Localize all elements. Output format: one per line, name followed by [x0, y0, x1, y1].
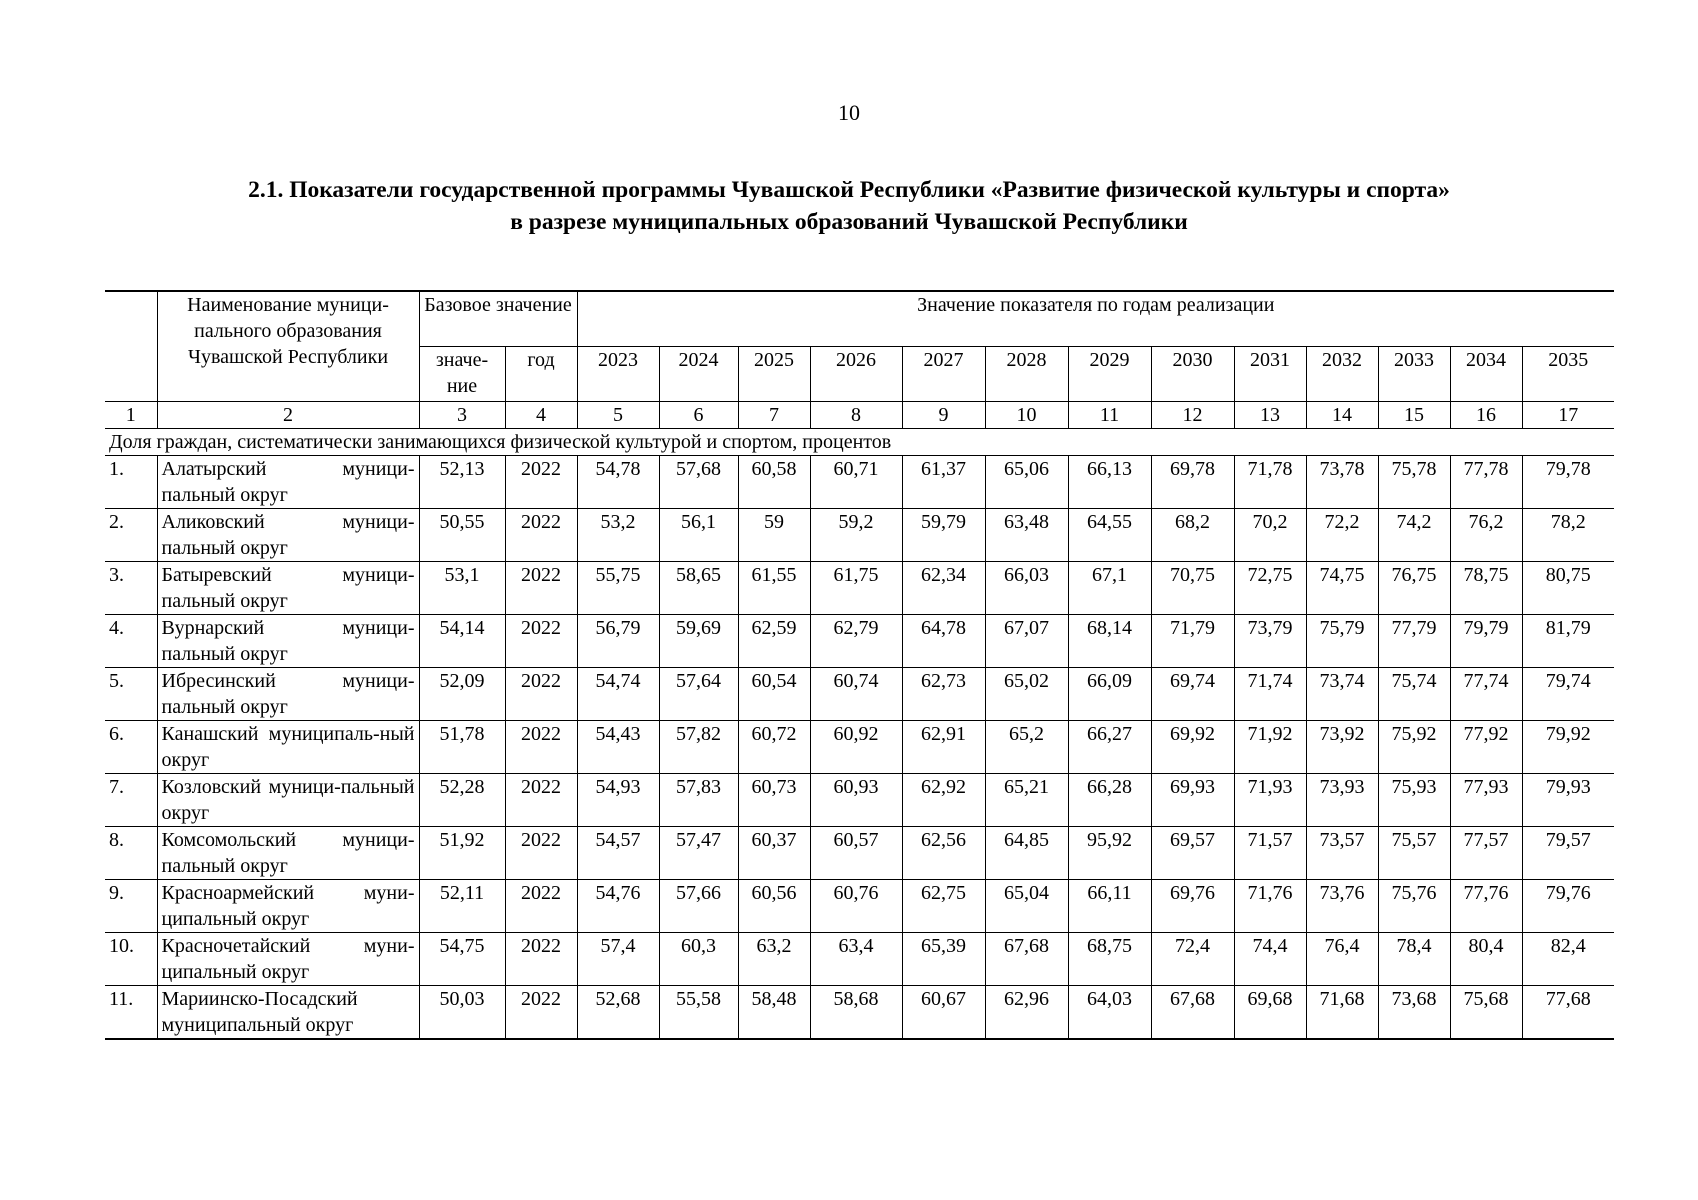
column-number: 9	[902, 402, 985, 429]
year-value: 54,74	[577, 668, 659, 721]
header-year: 2027	[902, 347, 985, 402]
year-value: 55,75	[577, 562, 659, 615]
page-title	[0, 174, 1698, 238]
row-number: 6.	[105, 721, 157, 774]
year-value: 73,76	[1306, 880, 1378, 933]
header-years-group: Значение показателя по годам реализации	[577, 291, 1614, 347]
table-row	[105, 456, 1614, 509]
year-value: 52,68	[577, 986, 659, 1040]
year-value: 63,4	[810, 933, 902, 986]
municipality-name: Ибресинский муници-пальный округ	[157, 668, 419, 721]
year-value: 59,2	[810, 509, 902, 562]
year-value: 73,92	[1306, 721, 1378, 774]
year-value: 57,64	[659, 668, 738, 721]
base-value: 53,1	[419, 562, 505, 615]
year-value: 62,59	[738, 615, 810, 668]
base-year: 2022	[505, 774, 577, 827]
year-value: 69,57	[1151, 827, 1234, 880]
year-value: 73,79	[1234, 615, 1306, 668]
year-value: 59,79	[902, 509, 985, 562]
municipality-name: Вурнарский муници-пальный округ	[157, 615, 419, 668]
year-value: 55,58	[659, 986, 738, 1040]
year-value: 62,92	[902, 774, 985, 827]
table-row	[105, 986, 1614, 1040]
year-value: 57,83	[659, 774, 738, 827]
header-year: 2035	[1522, 347, 1614, 402]
year-value: 69,93	[1151, 774, 1234, 827]
year-value: 66,03	[985, 562, 1068, 615]
year-value: 66,27	[1068, 721, 1151, 774]
column-number: 6	[659, 402, 738, 429]
year-value: 79,57	[1522, 827, 1614, 880]
year-value: 58,48	[738, 986, 810, 1040]
year-value: 71,78	[1234, 456, 1306, 509]
column-number: 12	[1151, 402, 1234, 429]
header-year: 2033	[1378, 347, 1450, 402]
year-value: 59	[738, 509, 810, 562]
base-year: 2022	[505, 933, 577, 986]
year-value: 65,21	[985, 774, 1068, 827]
year-value: 72,75	[1234, 562, 1306, 615]
year-value: 66,11	[1068, 880, 1151, 933]
base-year: 2022	[505, 456, 577, 509]
year-value: 54,57	[577, 827, 659, 880]
year-value: 78,2	[1522, 509, 1614, 562]
row-number: 1.	[105, 456, 157, 509]
year-value: 59,69	[659, 615, 738, 668]
table-row	[105, 880, 1614, 933]
base-year: 2022	[505, 986, 577, 1040]
year-value: 95,92	[1068, 827, 1151, 880]
year-value: 70,2	[1234, 509, 1306, 562]
year-value: 57,47	[659, 827, 738, 880]
year-value: 69,78	[1151, 456, 1234, 509]
table-row	[105, 721, 1614, 774]
base-year: 2022	[505, 615, 577, 668]
year-value: 79,93	[1522, 774, 1614, 827]
year-value: 71,76	[1234, 880, 1306, 933]
column-number: 5	[577, 402, 659, 429]
year-value: 78,4	[1378, 933, 1450, 986]
year-value: 60,74	[810, 668, 902, 721]
year-value: 64,03	[1068, 986, 1151, 1040]
table-row	[105, 933, 1614, 986]
year-value: 81,79	[1522, 615, 1614, 668]
year-value: 54,76	[577, 880, 659, 933]
year-value: 77,68	[1522, 986, 1614, 1040]
year-value: 69,74	[1151, 668, 1234, 721]
year-value: 64,85	[985, 827, 1068, 880]
year-value: 54,93	[577, 774, 659, 827]
year-value: 69,68	[1234, 986, 1306, 1040]
year-value: 82,4	[1522, 933, 1614, 986]
year-value: 60,72	[738, 721, 810, 774]
header-year: 2029	[1068, 347, 1151, 402]
row-number: 2.	[105, 509, 157, 562]
year-value: 79,76	[1522, 880, 1614, 933]
header-base: Базовое значение	[419, 291, 577, 347]
year-value: 77,57	[1450, 827, 1522, 880]
year-value: 75,78	[1378, 456, 1450, 509]
year-value: 70,75	[1151, 562, 1234, 615]
year-value: 68,14	[1068, 615, 1151, 668]
header-year: 2024	[659, 347, 738, 402]
column-number: 13	[1234, 402, 1306, 429]
year-value: 62,96	[985, 986, 1068, 1040]
year-value: 66,13	[1068, 456, 1151, 509]
year-value: 57,82	[659, 721, 738, 774]
base-value: 54,14	[419, 615, 505, 668]
table-row	[105, 509, 1614, 562]
municipality-name: Красноармейский муни-ципальный округ	[157, 880, 419, 933]
column-number: 15	[1378, 402, 1450, 429]
year-value: 67,1	[1068, 562, 1151, 615]
column-number: 17	[1522, 402, 1614, 429]
header-base-value: значе-ние	[419, 347, 505, 402]
header-year: 2023	[577, 347, 659, 402]
base-value: 52,11	[419, 880, 505, 933]
year-value: 60,76	[810, 880, 902, 933]
year-value: 77,74	[1450, 668, 1522, 721]
year-value: 75,74	[1378, 668, 1450, 721]
year-value: 75,68	[1450, 986, 1522, 1040]
year-value: 65,02	[985, 668, 1068, 721]
year-value: 57,66	[659, 880, 738, 933]
page-number: 10	[838, 100, 860, 125]
column-number: 10	[985, 402, 1068, 429]
base-value: 50,55	[419, 509, 505, 562]
header-base-year: год	[505, 347, 577, 402]
year-value: 73,57	[1306, 827, 1378, 880]
year-value: 57,4	[577, 933, 659, 986]
base-value: 52,13	[419, 456, 505, 509]
year-value: 71,92	[1234, 721, 1306, 774]
year-value: 73,68	[1378, 986, 1450, 1040]
column-number: 14	[1306, 402, 1378, 429]
year-value: 60,54	[738, 668, 810, 721]
year-value: 69,92	[1151, 721, 1234, 774]
year-value: 66,28	[1068, 774, 1151, 827]
year-value: 77,78	[1450, 456, 1522, 509]
year-value: 75,79	[1306, 615, 1378, 668]
municipality-name: Батыревский муници-пальный округ	[157, 562, 419, 615]
year-value: 56,79	[577, 615, 659, 668]
base-year: 2022	[505, 668, 577, 721]
year-value: 79,79	[1450, 615, 1522, 668]
year-value: 60,58	[738, 456, 810, 509]
year-value: 54,78	[577, 456, 659, 509]
year-value: 61,75	[810, 562, 902, 615]
year-value: 53,2	[577, 509, 659, 562]
base-value: 50,03	[419, 986, 505, 1040]
year-value: 77,93	[1450, 774, 1522, 827]
header-year: 2031	[1234, 347, 1306, 402]
header-year: 2034	[1450, 347, 1522, 402]
column-number: 8	[810, 402, 902, 429]
year-value: 75,76	[1378, 880, 1450, 933]
table-row	[105, 668, 1614, 721]
year-value: 69,76	[1151, 880, 1234, 933]
year-value: 64,55	[1068, 509, 1151, 562]
year-value: 60,92	[810, 721, 902, 774]
year-value: 56,1	[659, 509, 738, 562]
year-value: 65,04	[985, 880, 1068, 933]
column-number: 3	[419, 402, 505, 429]
section-title: Доля граждан, систематически занимающихся физической культурой и спортом, процентов	[105, 429, 1614, 456]
year-value: 60,93	[810, 774, 902, 827]
base-year: 2022	[505, 880, 577, 933]
year-value: 73,78	[1306, 456, 1378, 509]
row-number: 5.	[105, 668, 157, 721]
title-line-2: в разрезе муниципальных образований Чувашской Республики	[510, 209, 1188, 235]
year-value: 76,4	[1306, 933, 1378, 986]
year-value: 57,68	[659, 456, 738, 509]
municipality-name: Алатырский муници-пальный округ	[157, 456, 419, 509]
year-value: 63,48	[985, 509, 1068, 562]
year-value: 58,65	[659, 562, 738, 615]
column-number: 11	[1068, 402, 1151, 429]
year-value: 80,75	[1522, 562, 1614, 615]
year-value: 62,34	[902, 562, 985, 615]
year-value: 67,68	[1151, 986, 1234, 1040]
year-value: 68,75	[1068, 933, 1151, 986]
municipality-name: Красночетайский муни-ципальный округ	[157, 933, 419, 986]
year-value: 60,71	[810, 456, 902, 509]
year-value: 62,73	[902, 668, 985, 721]
municipality-name: Канашский муниципаль-ный округ	[157, 721, 419, 774]
year-value: 62,56	[902, 827, 985, 880]
row-number: 10.	[105, 933, 157, 986]
year-value: 60,56	[738, 880, 810, 933]
column-number: 7	[738, 402, 810, 429]
year-value: 54,43	[577, 721, 659, 774]
year-value: 67,68	[985, 933, 1068, 986]
column-number: 4	[505, 402, 577, 429]
year-value: 71,74	[1234, 668, 1306, 721]
row-number: 3.	[105, 562, 157, 615]
year-value: 77,76	[1450, 880, 1522, 933]
indicators-table	[105, 290, 1614, 1040]
base-year: 2022	[505, 562, 577, 615]
year-value: 61,55	[738, 562, 810, 615]
base-value: 51,78	[419, 721, 505, 774]
year-value: 74,4	[1234, 933, 1306, 986]
year-value: 68,2	[1151, 509, 1234, 562]
table-row	[105, 827, 1614, 880]
year-value: 74,75	[1306, 562, 1378, 615]
year-value: 71,93	[1234, 774, 1306, 827]
year-value: 62,79	[810, 615, 902, 668]
year-value: 75,92	[1378, 721, 1450, 774]
base-value: 52,28	[419, 774, 505, 827]
year-value: 72,2	[1306, 509, 1378, 562]
header-year: 2030	[1151, 347, 1234, 402]
year-value: 67,07	[985, 615, 1068, 668]
year-value: 78,75	[1450, 562, 1522, 615]
municipality-name: Мариинско-Посадский муниципальный округ	[157, 986, 419, 1040]
year-value: 73,93	[1306, 774, 1378, 827]
year-value: 60,3	[659, 933, 738, 986]
column-number: 1	[105, 402, 157, 429]
year-value: 75,57	[1378, 827, 1450, 880]
year-value: 66,09	[1068, 668, 1151, 721]
row-number: 7.	[105, 774, 157, 827]
year-value: 58,68	[810, 986, 902, 1040]
base-value: 51,92	[419, 827, 505, 880]
year-value: 73,74	[1306, 668, 1378, 721]
header-name: Наименование муници-пального образования Чувашской Республики	[157, 291, 419, 402]
year-value: 76,2	[1450, 509, 1522, 562]
header-year: 2025	[738, 347, 810, 402]
year-value: 60,73	[738, 774, 810, 827]
year-value: 63,2	[738, 933, 810, 986]
base-year: 2022	[505, 721, 577, 774]
municipality-name: Комсомольский муници-пальный округ	[157, 827, 419, 880]
year-value: 71,79	[1151, 615, 1234, 668]
table-row	[105, 562, 1614, 615]
year-value: 74,2	[1378, 509, 1450, 562]
table-row	[105, 774, 1614, 827]
year-value: 75,93	[1378, 774, 1450, 827]
year-value: 65,39	[902, 933, 985, 986]
base-value: 54,75	[419, 933, 505, 986]
year-value: 77,79	[1378, 615, 1450, 668]
base-year: 2022	[505, 509, 577, 562]
year-value: 79,78	[1522, 456, 1614, 509]
header-year: 2028	[985, 347, 1068, 402]
column-number: 2	[157, 402, 419, 429]
year-value: 61,37	[902, 456, 985, 509]
header-empty-cell	[105, 291, 157, 402]
base-value: 52,09	[419, 668, 505, 721]
year-value: 72,4	[1151, 933, 1234, 986]
year-value: 79,92	[1522, 721, 1614, 774]
year-value: 62,75	[902, 880, 985, 933]
table-row	[105, 615, 1614, 668]
row-number: 11.	[105, 986, 157, 1040]
municipality-name: Козловский муници-пальный округ	[157, 774, 419, 827]
year-value: 65,2	[985, 721, 1068, 774]
column-number: 16	[1450, 402, 1522, 429]
row-number: 4.	[105, 615, 157, 668]
row-number: 8.	[105, 827, 157, 880]
row-number: 9.	[105, 880, 157, 933]
year-value: 64,78	[902, 615, 985, 668]
header-year: 2032	[1306, 347, 1378, 402]
year-value: 65,06	[985, 456, 1068, 509]
header-year: 2026	[810, 347, 902, 402]
municipality-name: Аликовский муници-пальный округ	[157, 509, 419, 562]
title-line-1: 2.1. Показатели государственной программы Чувашской Республики «Развитие физической культуры и спорта»	[248, 177, 1450, 203]
base-year: 2022	[505, 827, 577, 880]
year-value: 79,74	[1522, 668, 1614, 721]
year-value: 60,57	[810, 827, 902, 880]
year-value: 80,4	[1450, 933, 1522, 986]
year-value: 77,92	[1450, 721, 1522, 774]
year-value: 71,68	[1306, 986, 1378, 1040]
year-value: 60,67	[902, 986, 985, 1040]
year-value: 62,91	[902, 721, 985, 774]
year-value: 76,75	[1378, 562, 1450, 615]
year-value: 71,57	[1234, 827, 1306, 880]
year-value: 60,37	[738, 827, 810, 880]
